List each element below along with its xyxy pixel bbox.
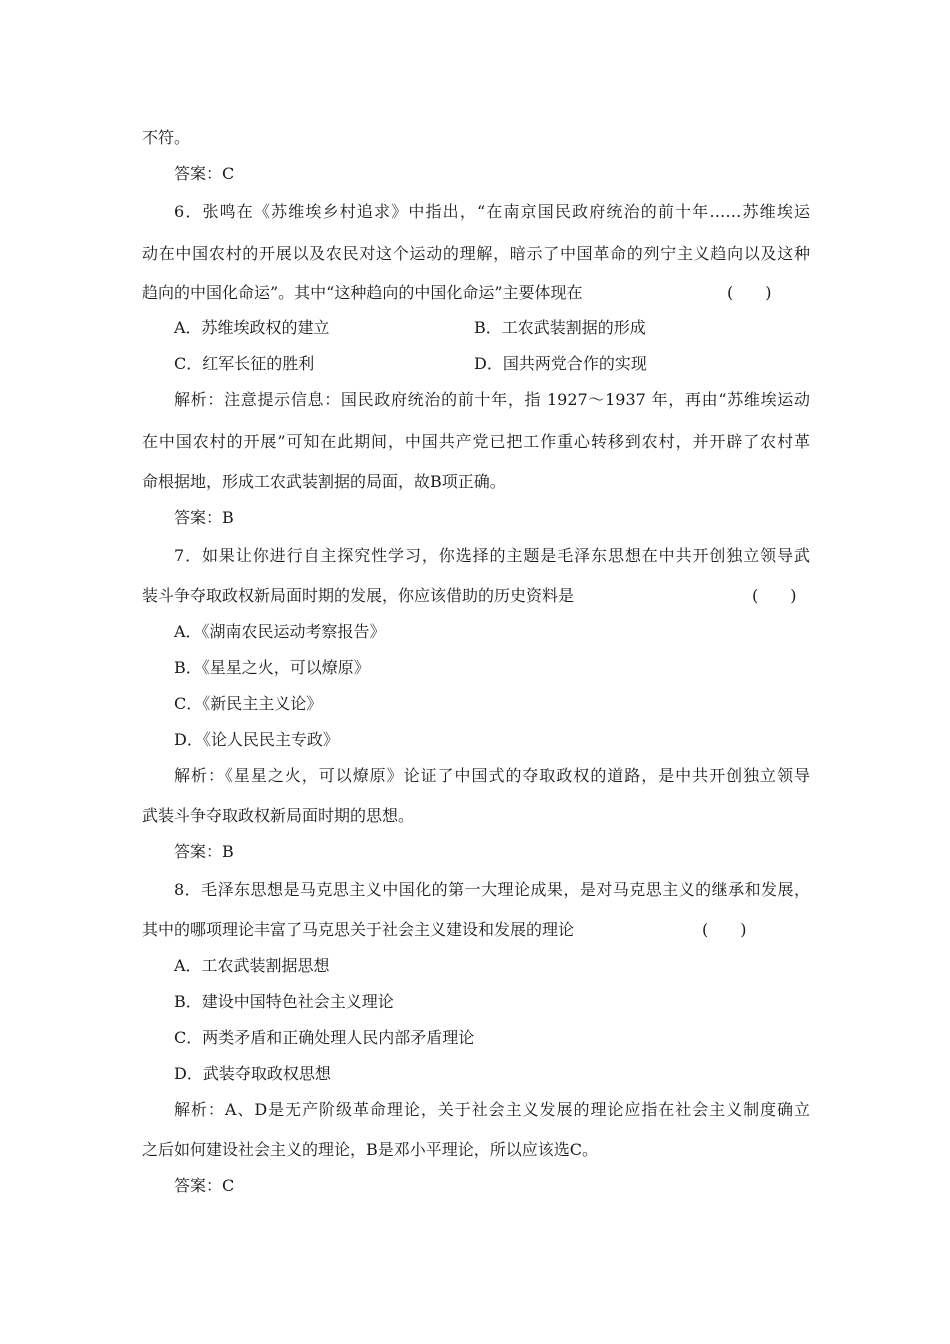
q6-stem-line-3: 趋向的中国化命运”。其中“这种趋向的中国化命运”主要体现在 bbox=[142, 283, 583, 302]
q6-stem-line-2: 动在中国农村的开展以及农民对这个运动的理解，暗示了中国革命的列宁主义趋向以及这种 bbox=[142, 244, 810, 263]
q6-analysis-line-3: 命根据地，形成工农武装割据的局面，故B项正确。 bbox=[142, 472, 506, 491]
q7-stem-line-1: 7．如果让你进行自主探究性学习，你选择的主题是毛泽东思想在中共开创独立领导武 bbox=[174, 546, 810, 565]
q6-analysis-line-1: 解析：注意提示信息：国民政府统治的前十年，指 1927～1937 年，再由“苏维埃运动 bbox=[174, 390, 810, 409]
answer-5: 答案：C bbox=[174, 164, 235, 183]
q6-option-c: C．红军长征的胜利 bbox=[174, 354, 315, 373]
q6-option-a: A．苏维埃政权的建立 bbox=[174, 318, 330, 337]
q6-analysis-line-2: 在中国农村的开展”可知在此期间，中国共产党已把工作重心转移到农村，并开辟了农村革 bbox=[142, 432, 810, 451]
q7-answer: 答案：B bbox=[174, 842, 234, 861]
q7-option-c: C．《新民主主义论》 bbox=[174, 694, 323, 713]
q8-analysis-line-2: 之后如何建设社会主义的理论，B是邓小平理论，所以应该选C。 bbox=[142, 1140, 599, 1159]
q8-answer: 答案：C bbox=[174, 1176, 235, 1195]
q6-option-d: D．国共两党合作的实现 bbox=[474, 354, 647, 373]
q6-option-b: B．工农武装割据的形成 bbox=[474, 318, 646, 337]
q8-option-d: D．武装夺取政权思想 bbox=[174, 1064, 331, 1083]
q7-option-d: D．《论人民民主专政》 bbox=[174, 730, 339, 749]
q7-option-a: A．《湖南农民运动考察报告》 bbox=[174, 622, 386, 641]
q6-answer-bracket: ( ) bbox=[727, 283, 772, 302]
q7-analysis-line-2: 武装斗争夺取政权新局面时期的思想。 bbox=[142, 806, 415, 825]
q8-stem-line-2: 其中的哪项理论丰富了马克思关于社会主义建设和发展的理论 bbox=[142, 920, 575, 939]
q7-stem-line-2: 装斗争夺取政权新局面时期的发展，你应该借助的历史资料是 bbox=[142, 586, 575, 605]
q8-option-a: A．工农武装割据思想 bbox=[174, 956, 330, 975]
q7-answer-bracket: ( ) bbox=[752, 586, 797, 605]
q6-stem-line-1: 6．张鸣在《苏维埃乡村追求》中指出，“在南京国民政府统治的前十年……苏维埃运 bbox=[174, 202, 810, 221]
q6-answer: 答案：B bbox=[174, 508, 234, 527]
q8-option-c: C．两类矛盾和正确处理人民内部矛盾理论 bbox=[174, 1028, 475, 1047]
q8-analysis-line-1: 解析：A、D是无产阶级革命理论，关于社会主义发展的理论应指在社会主义制度确立 bbox=[174, 1100, 810, 1119]
q7-analysis-line-1: 解析：《星星之火，可以燎原》论证了中国式的夺取政权的道路，是中共开创独立领导 bbox=[174, 766, 810, 785]
carry-over-text: 不符。 bbox=[142, 128, 191, 147]
q8-answer-bracket: ( ) bbox=[702, 920, 747, 939]
q8-option-b: B．建设中国特色社会主义理论 bbox=[174, 992, 394, 1011]
q8-stem-line-1: 8．毛泽东思想是马克思主义中国化的第一大理论成果，是对马克思主义的继承和发展， bbox=[174, 880, 810, 899]
q7-option-b: B．《星星之火，可以燎原》 bbox=[174, 658, 370, 677]
